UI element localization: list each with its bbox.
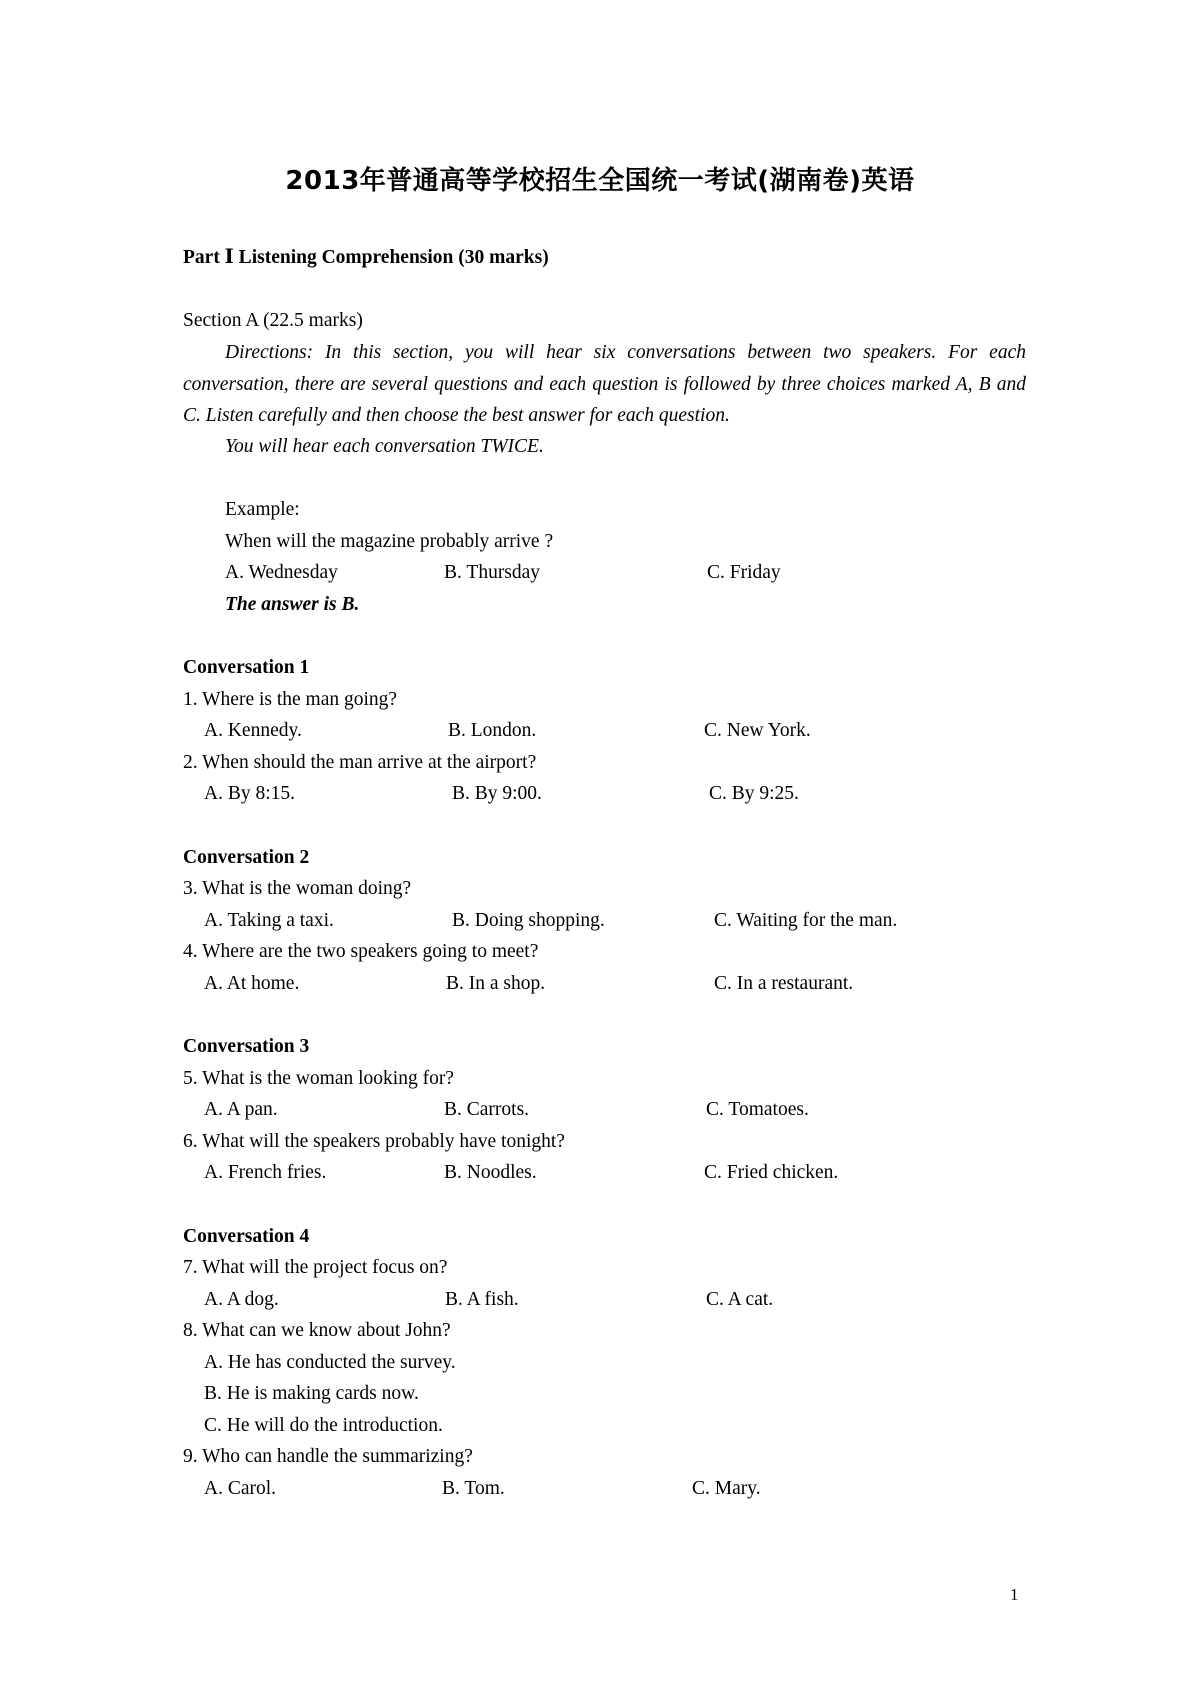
option-c: C. By 9:25. [709, 783, 799, 804]
directions-text: Directions: In this section, you will hear six conversations between two speakers. For each conversation, there are several questions and each question is followed by three choices marked A, B and C. Listen carefully and then choose the best answer for each question. [183, 342, 1026, 426]
conversation-heading: Conversation 2 [183, 847, 310, 868]
question-text: 7. What will the project focus on? [183, 1257, 448, 1278]
example-label: Example: [225, 499, 300, 520]
section-heading: Section A (22.5 marks) [183, 310, 363, 331]
option-c: C. Waiting for the man. [714, 910, 898, 931]
example-option-b: B. Thursday [444, 562, 541, 583]
option-b: B. By 9:00. [452, 783, 542, 804]
option-c: C. He will do the introduction. [204, 1415, 443, 1436]
option-a: A. Taking a taxi. [204, 910, 334, 931]
option-a: A. French fries. [204, 1162, 327, 1183]
page-number: 1 [1010, 1585, 1019, 1604]
question-text: 5. What is the woman looking for? [183, 1068, 454, 1089]
question-text: 9. Who can handle the summarizing? [183, 1446, 473, 1467]
twice-note: You will hear each conversation TWICE. [225, 436, 544, 457]
option-a: A. He has conducted the survey. [204, 1352, 456, 1373]
example-answer: The answer is B. [225, 594, 360, 615]
option-a: A. A pan. [204, 1099, 278, 1120]
example-option-a: A. Wednesday [225, 562, 338, 583]
option-b: B. Doing shopping. [452, 910, 605, 931]
question-text: 1. Where is the man going? [183, 689, 398, 710]
option-a: A. Kennedy. [204, 720, 302, 741]
part-heading: Part Ⅰ Listening Comprehension (30 marks) [183, 247, 549, 268]
option-c: C. Fried chicken. [704, 1162, 839, 1183]
question-text: 3. What is the woman doing? [183, 878, 412, 899]
option-b: B. He is making cards now. [204, 1383, 419, 1404]
option-c: C. Mary. [692, 1478, 761, 1499]
option-b: B. Noodles. [444, 1162, 537, 1183]
option-c: C. A cat. [706, 1289, 774, 1310]
option-c: C. New York. [704, 720, 811, 741]
question-text: 2. When should the man arrive at the airport? [183, 752, 537, 773]
question-text: 4. Where are the two speakers going to meet? [183, 941, 539, 962]
option-b: B. A fish. [445, 1289, 519, 1310]
conversation-heading: Conversation 4 [183, 1226, 310, 1247]
option-c: C. In a restaurant. [714, 973, 854, 994]
option-b: B. In a shop. [446, 973, 546, 994]
option-a: A. At home. [204, 973, 300, 994]
example-question: When will the magazine probably arrive ? [225, 531, 554, 552]
exam-title: 2013年普通高等学校招生全国统一考试(湖南卷)英语 [285, 166, 915, 196]
option-b: B. London. [448, 720, 537, 741]
option-b: B. Carrots. [444, 1099, 530, 1120]
example-option-c: C. Friday [707, 562, 781, 583]
option-b: B. Tom. [442, 1478, 505, 1499]
conversation-heading: Conversation 1 [183, 657, 310, 678]
conversation-heading: Conversation 3 [183, 1036, 310, 1057]
option-a: A. A dog. [204, 1289, 279, 1310]
option-c: C. Tomatoes. [706, 1099, 809, 1120]
question-text: 6. What will the speakers probably have tonight? [183, 1131, 565, 1152]
option-a: A. By 8:15. [204, 783, 296, 804]
question-text: 8. What can we know about John? [183, 1320, 451, 1341]
option-a: A. Carol. [204, 1478, 277, 1499]
